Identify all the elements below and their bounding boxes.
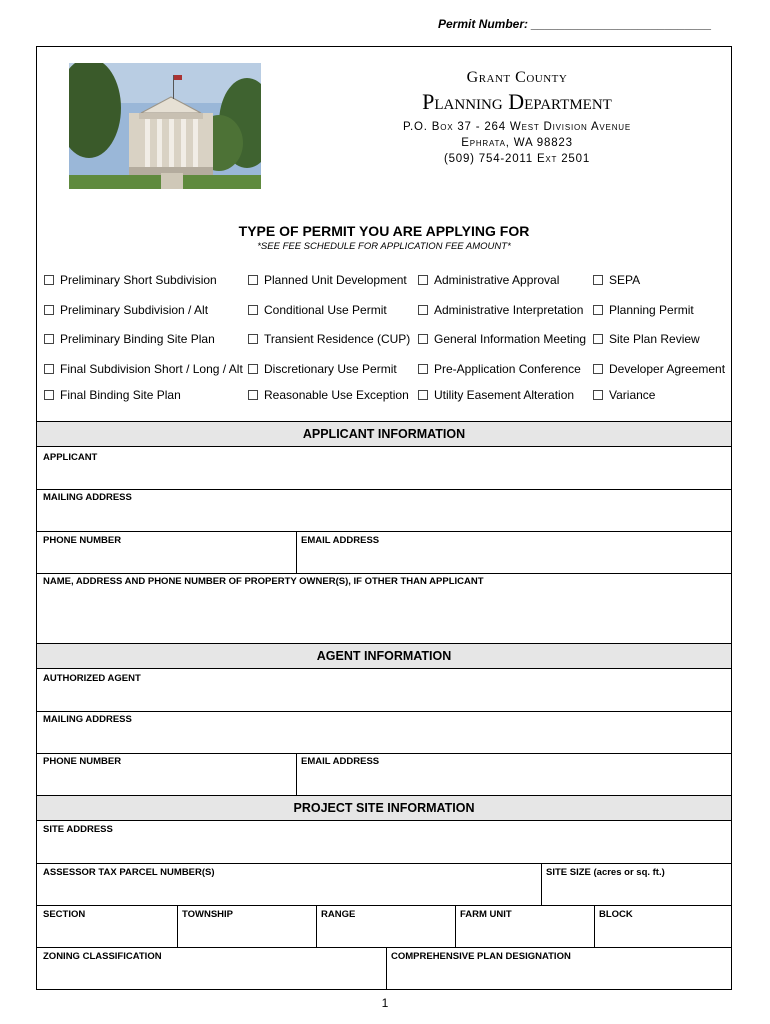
permit-type-subtitle: *SEE FEE SCHEDULE FOR APPLICATION FEE AMOUNT*	[257, 241, 511, 252]
site-address-label: SITE ADDRESS	[43, 824, 113, 835]
checkbox-icon[interactable]	[44, 275, 54, 285]
township-label: TOWNSHIP	[182, 909, 234, 920]
applicant-phone-label: PHONE NUMBER	[43, 535, 122, 546]
option-preliminary-short-subdivision[interactable]: Preliminary Short Subdivision	[44, 273, 217, 287]
option-discretionary-use-permit[interactable]: Discretionary Use Permit	[248, 362, 397, 376]
divider	[455, 905, 456, 947]
checkbox-icon[interactable]	[593, 275, 603, 285]
address-line-2: Ephrata, WA 98823	[461, 137, 573, 149]
courthouse-photo	[69, 63, 261, 189]
option-conditional-use-permit[interactable]: Conditional Use Permit	[248, 303, 387, 317]
department-name: Planning Department	[422, 89, 612, 114]
option-site-plan-review[interactable]: Site Plan Review	[593, 332, 700, 346]
site-size-label: SITE SIZE (acres or sq. ft.)	[546, 867, 665, 878]
option-pre-application-conference[interactable]: Pre-Application Conference	[418, 362, 581, 376]
checkbox-icon[interactable]	[248, 334, 258, 344]
applicant-mailing-label: MAILING ADDRESS	[43, 492, 132, 503]
divider	[37, 863, 731, 864]
divider	[37, 947, 731, 948]
comp-plan-label: COMPREHENSIVE PLAN DESIGNATION	[391, 951, 571, 962]
option-utility-easement-alteration[interactable]: Utility Easement Alteration	[418, 388, 574, 402]
checkbox-icon[interactable]	[248, 364, 258, 374]
divider	[541, 863, 542, 905]
option-planned-unit-development[interactable]: Planned Unit Development	[248, 273, 407, 287]
checkbox-icon[interactable]	[44, 364, 54, 374]
divider	[296, 753, 297, 795]
checkbox-icon[interactable]	[44, 305, 54, 315]
divider	[37, 905, 731, 906]
divider	[37, 711, 731, 712]
option-preliminary-binding-site-plan[interactable]: Preliminary Binding Site Plan	[44, 332, 215, 346]
checkbox-icon[interactable]	[593, 305, 603, 315]
farm-unit-label: FARM UNIT	[460, 909, 512, 920]
checkbox-icon[interactable]	[418, 305, 428, 315]
form-frame	[36, 46, 732, 990]
option-preliminary-subdivision-alt[interactable]: Preliminary Subdivision / Alt	[44, 303, 208, 317]
agent-email-label: EMAIL ADDRESS	[301, 756, 380, 767]
checkbox-icon[interactable]	[418, 364, 428, 374]
divider	[316, 905, 317, 947]
checkbox-icon[interactable]	[248, 275, 258, 285]
checkbox-icon[interactable]	[593, 390, 603, 400]
county-name: Grant County	[466, 69, 568, 86]
department-phone: (509) 754-2011 Ext 2501	[443, 153, 591, 165]
applicant-email-label: EMAIL ADDRESS	[301, 535, 380, 546]
permit-number-field[interactable]: Permit Number: ___________________________	[438, 17, 712, 31]
checkbox-icon[interactable]	[44, 334, 54, 344]
address-line-1: P.O. Box 37 - 264 West Division Avenue	[403, 121, 631, 133]
option-variance[interactable]: Variance	[593, 388, 655, 402]
divider	[386, 947, 387, 989]
range-label: RANGE	[321, 909, 356, 920]
option-transient-residence-cup[interactable]: Transient Residence (CUP)	[248, 332, 410, 346]
permit-type-title: TYPE OF PERMIT YOU ARE APPLYING FOR	[238, 223, 530, 239]
option-final-subdivision[interactable]: Final Subdivision Short / Long / Alt	[44, 362, 243, 376]
option-administrative-interpretation[interactable]: Administrative Interpretation	[418, 303, 583, 317]
checkbox-icon[interactable]	[248, 390, 258, 400]
parcel-number-label: ASSESSOR TAX PARCEL NUMBER(S)	[43, 867, 215, 878]
checkbox-icon[interactable]	[248, 305, 258, 315]
applicant-label: APPLICANT	[43, 452, 98, 463]
owner-label: NAME, ADDRESS AND PHONE NUMBER OF PROPERTY OWNER(S), IF OTHER THAN APPLICANT	[43, 576, 484, 587]
option-developer-agreement[interactable]: Developer Agreement	[593, 362, 725, 376]
agent-label: AUTHORIZED AGENT	[43, 673, 141, 684]
agent-phone-label: PHONE NUMBER	[43, 756, 122, 767]
page-number: 1	[381, 996, 389, 1010]
agent-mailing-label: MAILING ADDRESS	[43, 714, 132, 725]
option-sepa[interactable]: SEPA	[593, 273, 640, 287]
site-section-header: PROJECT SITE INFORMATION	[37, 795, 731, 821]
option-final-binding-site-plan[interactable]: Final Binding Site Plan	[44, 388, 181, 402]
divider	[37, 753, 731, 754]
option-administrative-approval[interactable]: Administrative Approval	[418, 273, 559, 287]
checkbox-icon[interactable]	[418, 275, 428, 285]
section-label: SECTION	[43, 909, 86, 920]
option-general-information-meeting[interactable]: General Information Meeting	[418, 332, 586, 346]
agent-section-header: AGENT INFORMATION	[37, 643, 731, 669]
checkbox-icon[interactable]	[44, 390, 54, 400]
divider	[37, 489, 731, 490]
divider	[37, 531, 731, 532]
checkbox-icon[interactable]	[418, 390, 428, 400]
zoning-label: ZONING CLASSIFICATION	[43, 951, 162, 962]
checkbox-icon[interactable]	[418, 334, 428, 344]
block-label: BLOCK	[599, 909, 633, 920]
checkbox-icon[interactable]	[593, 364, 603, 374]
applicant-section-header: APPLICANT INFORMATION	[37, 421, 731, 447]
department-header	[367, 69, 667, 167]
checkbox-icon[interactable]	[593, 334, 603, 344]
option-planning-permit[interactable]: Planning Permit	[593, 303, 694, 317]
divider	[37, 573, 731, 574]
divider	[177, 905, 178, 947]
divider	[296, 531, 297, 573]
divider	[594, 905, 595, 947]
option-reasonable-use-exception[interactable]: Reasonable Use Exception	[248, 388, 409, 402]
